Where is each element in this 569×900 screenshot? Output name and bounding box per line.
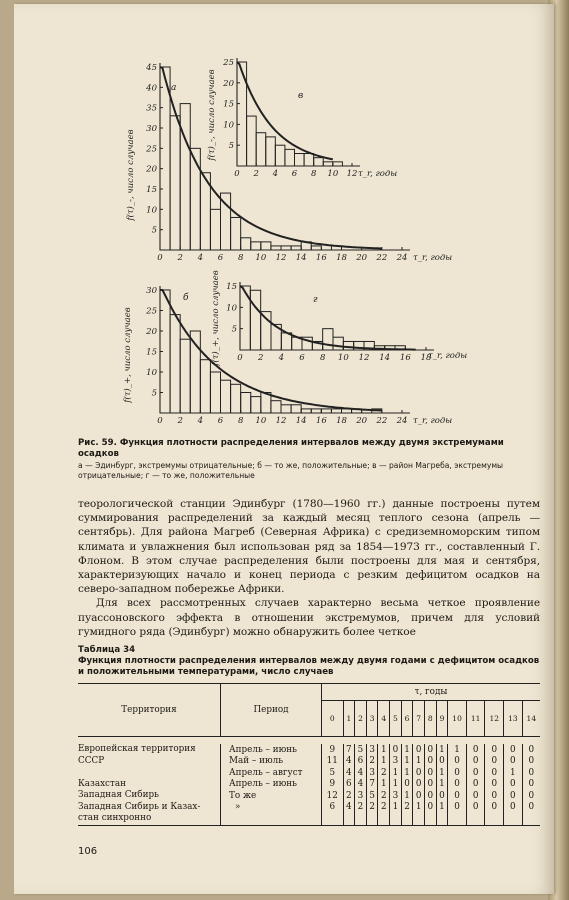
- cell-value: 4: [343, 756, 355, 768]
- x-tick-label: 22: [376, 253, 388, 263]
- histogram-bar: [314, 158, 324, 166]
- y-tick-label: 5: [228, 141, 234, 152]
- cell-period: [221, 813, 322, 825]
- cell-value: 0: [466, 779, 485, 791]
- histogram-bar: [231, 217, 241, 250]
- cell-value: 1: [390, 802, 402, 814]
- x-tick-label: 8: [319, 353, 326, 363]
- histogram-bar: [291, 405, 301, 413]
- cell-value: 2: [355, 802, 367, 814]
- cell-territory: Западная Сибирь: [78, 790, 221, 802]
- cell-value: 0: [528, 790, 535, 801]
- x-tick-label: 10: [327, 169, 339, 179]
- histogram-bar: [321, 409, 331, 413]
- histogram-bar: [275, 145, 285, 166]
- histogram-bar: [160, 67, 170, 250]
- histogram-bar: [241, 238, 251, 250]
- x-tick-label: 24: [396, 416, 408, 426]
- x-tick-label: 2: [177, 416, 183, 426]
- cell-value: 1: [401, 744, 413, 756]
- cell-territory: Западная Сибирь и Казах-: [78, 802, 221, 814]
- histogram-bar: [271, 401, 281, 413]
- cell-value: 0: [413, 767, 425, 779]
- cell-value: 4: [355, 767, 367, 779]
- y-axis-label: f(τ)_+, число случаев: [211, 270, 221, 366]
- x-tick-label: 2: [257, 353, 264, 363]
- histogram-bar: [271, 246, 281, 250]
- x-tick-label: 10: [337, 353, 349, 363]
- cell-value: 4: [343, 767, 355, 779]
- cell-value: 1: [401, 756, 413, 768]
- histogram-bar: [281, 333, 291, 350]
- x-axis-label: τ_r, годы: [428, 351, 468, 361]
- cell-value: [355, 813, 367, 825]
- cell-territory: СССР: [78, 756, 221, 768]
- cell-value: 0: [425, 767, 437, 779]
- table-row: [78, 779, 540, 791]
- tau-header: 9: [436, 701, 448, 737]
- x-tick-label: 6: [291, 169, 298, 179]
- cell-value: 3: [355, 790, 367, 802]
- y-tick-label: 45: [146, 63, 157, 73]
- x-tick-label: 20: [356, 253, 368, 263]
- cell-value: [522, 813, 540, 825]
- histogram-bar: [311, 246, 321, 250]
- x-tick-label: 10: [255, 253, 267, 263]
- cell-value: 2: [366, 756, 378, 768]
- x-tick-label: 0: [157, 253, 163, 263]
- cell-value: 0: [528, 802, 535, 813]
- table-row: [78, 744, 540, 756]
- x-tick-label: 0: [237, 353, 243, 363]
- y-tick-label: 40: [146, 83, 157, 94]
- cell-value: 2: [366, 802, 378, 814]
- histogram-bar: [331, 409, 341, 413]
- cell-value: 0: [448, 779, 467, 791]
- x-tick-label: 4: [272, 169, 279, 179]
- cell-value: 2: [378, 767, 390, 779]
- cell-value: 1: [436, 779, 448, 791]
- cell-period: Апрель – август: [221, 767, 322, 779]
- cell-value: 0: [504, 756, 523, 768]
- x-tick-label: 8: [237, 416, 244, 426]
- x-tick-label: 18: [420, 353, 432, 363]
- cell-value: 0: [390, 744, 402, 756]
- histogram-bar: [200, 360, 210, 413]
- tau-header: 12: [485, 701, 504, 737]
- table-label: Таблица 34: [78, 645, 136, 655]
- tau-header: 13: [504, 701, 523, 737]
- cell-value: [366, 813, 378, 825]
- histogram-bar: [170, 315, 180, 413]
- cell-value: 1: [448, 744, 467, 756]
- tau-header: 1: [343, 701, 355, 737]
- table-row: [78, 802, 540, 814]
- cell-value: 1: [378, 779, 390, 791]
- cell-value: 6: [343, 779, 355, 791]
- x-tick-label: 24: [396, 253, 408, 263]
- cell-value: 1: [436, 744, 448, 756]
- histogram-bar: [241, 393, 251, 414]
- histogram-bar: [281, 246, 291, 250]
- histogram-bar: [311, 409, 321, 413]
- y-tick-label: 25: [223, 58, 234, 68]
- y-tick-label: 20: [146, 327, 157, 337]
- x-tick-label: 12: [358, 353, 370, 363]
- cell-value: 0: [528, 779, 535, 790]
- cell-value: 2: [378, 790, 390, 802]
- y-tick-label: 15: [226, 282, 237, 292]
- paragraph-1: теорологической станции Эдинбург (1780—1960 гг.) данные построены путем суммирования распределений за каждый месяц теплого сезона (апрель — сентябрь). Для района Магреб (Северная Африка) с средиземноморским типом климата и увлажнения был использован ряд за 1854—1973 гг., составленный Г. Флоном. В этом случае распределения были построены для мая и сентября, характеризующих начало и конец периода с резким дефицитом осадков на северо-западном побережье Африки.: [78, 498, 540, 596]
- histogram-bar: [250, 290, 260, 350]
- y-tick-label: 25: [146, 306, 157, 317]
- col-header-period: Период: [221, 684, 322, 737]
- cell-value: 2: [343, 790, 355, 802]
- cell-value: 1: [390, 767, 402, 779]
- histogram-bar: [231, 384, 241, 413]
- histogram-bar: [323, 329, 333, 350]
- histogram-bar: [304, 154, 314, 166]
- tau-header: 8: [425, 701, 437, 737]
- cell-territory: [78, 767, 221, 779]
- x-tick-label: 20: [356, 416, 368, 426]
- cell-period: Апрель – июнь: [221, 779, 322, 791]
- cell-value: 0: [448, 790, 467, 802]
- fitted-curve: [160, 67, 382, 249]
- y-axis-label: f(τ)_-, число случаев: [126, 129, 136, 221]
- cell-value: 1: [504, 767, 523, 779]
- tau-header: 3: [366, 701, 378, 737]
- histogram-bar: [256, 133, 266, 166]
- cell-value: 0: [485, 790, 504, 802]
- histogram-bar: [170, 116, 180, 250]
- histogram-bar: [323, 162, 333, 166]
- y-tick-label: 30: [146, 124, 157, 134]
- histogram-bar: [190, 148, 200, 250]
- cell-value: 5: [355, 744, 367, 756]
- histogram-bar: [180, 339, 190, 413]
- tau-header: 4: [378, 701, 390, 737]
- tau-header: 0: [322, 701, 344, 737]
- col-header-territory: Территория: [78, 684, 221, 737]
- cell-value: 0: [466, 790, 485, 802]
- panel-letter: а: [171, 83, 177, 93]
- cell-value: 6: [322, 802, 344, 814]
- cell-value: 0: [528, 744, 535, 755]
- histogram-bar: [285, 149, 295, 166]
- x-tick-label: 10: [255, 416, 267, 426]
- x-tick-label: 14: [379, 353, 391, 363]
- cell-value: [448, 813, 467, 825]
- cell-value: 0: [425, 790, 437, 802]
- x-axis-label: τ_r, годы: [413, 253, 453, 263]
- cell-value: 0: [448, 756, 467, 768]
- figure-caption: [78, 438, 542, 481]
- cell-value: 7: [343, 744, 355, 756]
- y-tick-label: 10: [146, 368, 157, 378]
- table-header-row: [78, 684, 540, 701]
- body-text: [78, 497, 540, 639]
- histogram-bar: [251, 397, 261, 413]
- cell-value: 4: [355, 779, 367, 791]
- x-tick-label: 14: [295, 253, 307, 263]
- x-tick-label: 16: [399, 353, 411, 363]
- x-axis-label: τ_r, годы: [413, 416, 453, 426]
- cell-value: 1: [413, 802, 425, 814]
- cell-value: 0: [485, 802, 504, 814]
- cell-value: [504, 813, 523, 825]
- cell-value: 0: [485, 756, 504, 768]
- cell-value: 3: [366, 767, 378, 779]
- y-axis-label: f(τ)_+, число случаев: [123, 307, 133, 403]
- cell-value: 3: [366, 744, 378, 756]
- cell-value: 3: [390, 756, 402, 768]
- cell-value: [466, 813, 485, 825]
- panel-a: [125, 63, 452, 263]
- cell-value: [485, 813, 504, 825]
- y-tick-label: 15: [146, 347, 157, 358]
- y-tick-label: 30: [146, 286, 157, 296]
- cell-value: 1: [378, 756, 390, 768]
- cell-value: 0: [425, 779, 437, 791]
- histogram-bar: [295, 154, 305, 166]
- cell-value: 0: [466, 744, 485, 756]
- x-tick-label: 2: [253, 169, 259, 179]
- cell-value: 0: [425, 802, 437, 814]
- x-tick-label: 6: [217, 253, 224, 263]
- cell-value: 3: [390, 790, 402, 802]
- table-row: [78, 790, 540, 802]
- x-tick-label: 12: [275, 416, 287, 426]
- panel-letter: г: [313, 295, 318, 305]
- cell-period: Апрель – июнь: [221, 744, 322, 756]
- page-number: 106: [78, 846, 98, 857]
- y-tick-label: 10: [226, 303, 237, 314]
- cell-value: 1: [401, 790, 413, 802]
- cell-value: 0: [448, 767, 467, 779]
- cell-value: 1: [401, 767, 413, 779]
- table-bottom-rule: [78, 825, 540, 826]
- y-tick-label: 10: [146, 205, 157, 216]
- y-tick-label: 35: [146, 103, 157, 114]
- x-tick-label: 4: [197, 253, 204, 263]
- y-axis-label: f(τ)_-, число случаев: [207, 69, 217, 161]
- cell-value: 2: [378, 802, 390, 814]
- x-tick-label: 0: [234, 169, 240, 179]
- cell-value: 0: [448, 802, 467, 814]
- x-tick-label: 16: [315, 416, 327, 426]
- cell-value: 0: [485, 779, 504, 791]
- x-axis-label: τ_r, годы: [358, 169, 398, 179]
- histogram-bar: [343, 341, 353, 350]
- cell-value: 11: [322, 756, 344, 768]
- y-tick-label: 20: [146, 164, 157, 175]
- tau-header: 5: [390, 701, 402, 737]
- spacer-row: [78, 737, 540, 745]
- histogram-bar: [210, 372, 220, 413]
- cell-value: 0: [466, 767, 485, 779]
- tau-header: 7: [413, 701, 425, 737]
- histogram-bar: [180, 104, 190, 250]
- histogram-bar: [333, 162, 343, 166]
- caption-legend: а — Эдинбург, экстремумы отрицательные; б — то же, положительные; в — район Магреба, экстремумы отрицательные; г — то же, положительные: [78, 461, 504, 480]
- cell-value: 0: [413, 790, 425, 802]
- cell-territory: Казахстан: [78, 779, 221, 791]
- cell-value: 0: [413, 744, 425, 756]
- cell-value: 9: [322, 779, 344, 791]
- histogram-bar: [221, 380, 231, 413]
- cell-value: 7: [366, 779, 378, 791]
- x-tick-label: 12: [346, 169, 358, 179]
- cell-value: 4: [343, 802, 355, 814]
- table-title: Функция плотности распределения интервалов между двумя годами с дефицитом осадков и положительными температурами, число случаев: [78, 656, 540, 677]
- x-tick-label: 0: [157, 416, 163, 426]
- cell-value: 0: [425, 744, 437, 756]
- cell-value: 0: [485, 744, 504, 756]
- cell-value: [390, 813, 402, 825]
- cell-period: »: [221, 802, 322, 814]
- cell-value: [425, 813, 437, 825]
- panel-letter: б: [183, 293, 189, 303]
- y-tick-label: 5: [151, 225, 157, 236]
- tau-header: 10: [448, 701, 467, 737]
- y-tick-label: 25: [146, 144, 157, 155]
- x-tick-label: 4: [278, 353, 285, 363]
- table-heading: [78, 645, 540, 678]
- histogram-bar: [301, 409, 311, 413]
- histogram-bar: [266, 137, 276, 166]
- histogram-bar: [333, 337, 343, 350]
- cell-value: 0: [485, 767, 504, 779]
- panel-g: [210, 270, 467, 366]
- y-tick-label: 15: [146, 185, 157, 195]
- x-tick-label: 6: [217, 416, 224, 426]
- tau-header: 2: [355, 701, 367, 737]
- cell-value: 0: [528, 767, 535, 778]
- cell-value: [401, 813, 413, 825]
- histogram-bar: [240, 286, 250, 350]
- x-tick-label: 12: [275, 253, 287, 263]
- tau-header: 6: [401, 701, 413, 737]
- tau-header: 14: [522, 701, 540, 737]
- cell-value: 0: [401, 779, 413, 791]
- panel-letter: в: [298, 91, 304, 101]
- cell-value: 0: [504, 790, 523, 802]
- x-tick-label: 16: [315, 253, 327, 263]
- cell-value: 0: [504, 744, 523, 756]
- y-tick-label: 5: [151, 388, 157, 399]
- histogram-bar: [210, 209, 220, 250]
- cell-territory: Европейская территория: [78, 744, 221, 756]
- cell-value: 2: [401, 802, 413, 814]
- panel-v: [206, 58, 397, 179]
- cell-value: 0: [413, 779, 425, 791]
- cell-value: 0: [466, 756, 485, 768]
- histogram-bar: [281, 405, 291, 413]
- col-header-tau: τ, годы: [322, 684, 541, 701]
- histogram-bar: [251, 242, 261, 250]
- x-tick-label: 6: [299, 353, 305, 363]
- x-tick-label: 2: [177, 253, 183, 263]
- cell-value: 0: [436, 790, 448, 802]
- x-tick-label: 22: [376, 416, 388, 426]
- caption-title: Рис. 59. Функция плотности распределения интервалов между двумя экстремумами осадков: [78, 438, 504, 459]
- x-tick-label: 4: [197, 416, 204, 426]
- cell-value: 0: [504, 802, 523, 814]
- cell-value: 1: [378, 744, 390, 756]
- cell-value: 1: [436, 767, 448, 779]
- cell-value: 12: [322, 790, 344, 802]
- cell-value: 0: [504, 779, 523, 791]
- figure-59: [0, 0, 569, 440]
- cell-value: 1: [390, 779, 402, 791]
- cell-value: 0: [466, 802, 485, 814]
- table-row: [78, 767, 540, 779]
- tau-header: 11: [466, 701, 485, 737]
- cell-territory: стан синхронно: [78, 813, 221, 825]
- cell-value: 6: [355, 756, 367, 768]
- data-table: [78, 683, 540, 826]
- cell-value: 1: [413, 756, 425, 768]
- cell-value: [343, 813, 355, 825]
- x-tick-label: 14: [295, 416, 307, 426]
- histogram-bar: [291, 246, 301, 250]
- fitted-curve: [240, 286, 416, 350]
- cell-value: 5: [322, 767, 344, 779]
- cell-value: [322, 813, 344, 825]
- cell-value: 9: [322, 744, 344, 756]
- cell-value: [378, 813, 390, 825]
- table-row: [78, 756, 540, 768]
- y-tick-label: 5: [231, 324, 237, 335]
- x-tick-label: 18: [336, 416, 347, 426]
- paragraph-2: Для всех рассмотренных случаев характерно весьма четкое проявление пуассоновского эффекта в отношении экстремумов, причем для условий гумидного ряда (Эдинбург) можно обнаружить более четкое: [78, 597, 540, 638]
- histogram-bar: [247, 116, 257, 166]
- x-tick-label: 8: [237, 253, 244, 263]
- histogram-bar: [261, 242, 271, 250]
- cell-value: 0: [528, 756, 535, 767]
- cell-value: 5: [366, 790, 378, 802]
- table-row: [78, 813, 540, 825]
- y-tick-label: 15: [223, 99, 234, 110]
- y-tick-label: 10: [223, 120, 234, 131]
- cell-value: 0: [436, 756, 448, 768]
- cell-value: 0: [425, 756, 437, 768]
- cell-value: [413, 813, 425, 825]
- x-tick-label: 8: [310, 169, 317, 179]
- y-tick-label: 20: [223, 78, 234, 89]
- x-tick-label: 18: [336, 253, 347, 263]
- cell-value: [436, 813, 448, 825]
- cell-period: То же: [221, 790, 322, 802]
- cell-period: Май – июль: [221, 756, 322, 768]
- cell-value: 1: [436, 802, 448, 814]
